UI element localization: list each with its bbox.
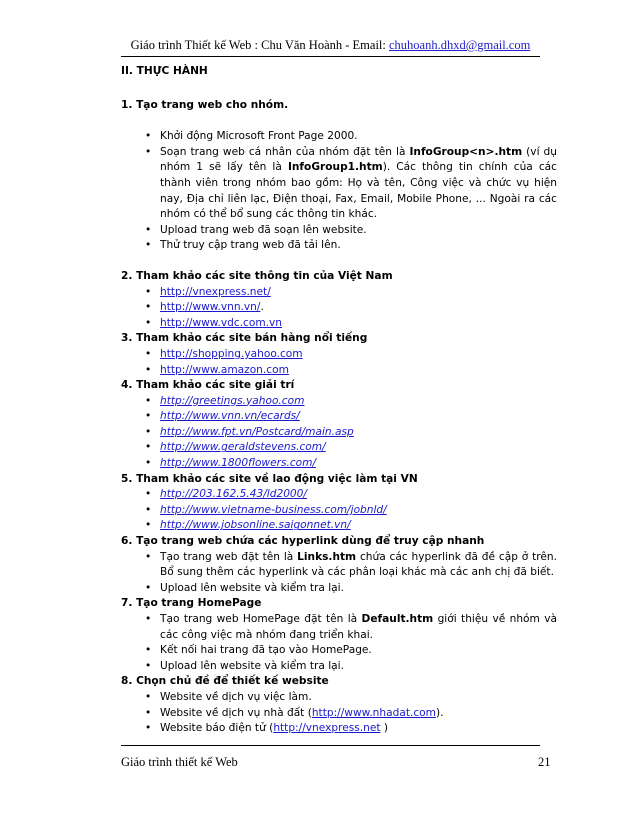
list-1: [121, 129, 557, 254]
header-text: Giáo trình Thiết kế Web : Chu Văn Hoành - Email:: [130, 38, 389, 52]
link-geraldstevens[interactable]: http://www.geraldstevens.com/: [160, 441, 326, 454]
heading-1: 1. Tạo trang web cho nhóm.: [121, 98, 289, 111]
link-nhadat[interactable]: http://www.nhadat.com: [311, 706, 436, 719]
list-item: • http://shopping.yahoo.com: [145, 347, 303, 360]
link-ld2000[interactable]: http://203.162.5.43/ld2000/: [160, 488, 307, 501]
list-8: [121, 690, 557, 737]
header-rule: [121, 56, 540, 57]
list-6: [121, 550, 557, 597]
link-fpt-postcard[interactable]: http://www.fpt.vn/Postcard/main.asp: [160, 425, 354, 438]
list-5: [121, 487, 557, 534]
list-item: • http://www.vnn.vn/.: [145, 301, 264, 314]
list-item: • http://www.vdc.com.vn: [145, 316, 283, 329]
list-item: • Upload lên website và kiểm tra lại.: [145, 581, 344, 594]
footer-text: Giáo trình thiết kế Web: [121, 755, 238, 769]
list-item: • Upload lên website và kiểm tra lại.: [145, 659, 344, 672]
list-4: [121, 394, 557, 472]
heading-7: 7. Tạo trang HomePage: [121, 597, 262, 610]
list-item: • Website báo điện tử (http://vnexpress.net ): [145, 722, 389, 735]
list-3: [121, 347, 557, 378]
list-item: • Upload trang web đã soạn lên website.: [145, 223, 367, 236]
list-item: • http://203.162.5.43/ld2000/: [145, 488, 307, 501]
heading-3: 3. Tham khảo các site bán hàng nổi tiếng: [121, 332, 368, 345]
page-header: [121, 38, 540, 53]
list-item: • Website về dịch vụ nhà đất (http://www.nhadat.com).: [145, 706, 444, 719]
list-item: • Tạo trang web HomePage đặt tên là Default.htm giới thiệu về nhóm và các công việc mà nhóm đang triển khai.: [145, 613, 557, 641]
list-item: • Tạo trang web đặt tên là Links.htm chứa các hyperlink đã đề cập ở trên. Bổ sung thêm các hyperlink và các phân loại khác mà các anh chị đã biết.: [145, 550, 558, 579]
list-item: • http://www.jobsonline.saigonnet.vn/: [145, 519, 351, 532]
heading-8: 8. Chọn chủ đề để thiết kế website: [121, 675, 329, 688]
list-item: • http://www.geraldstevens.com/: [145, 441, 326, 454]
link-1800flowers[interactable]: http://www.1800flowers.com/: [160, 457, 317, 470]
document-body: [121, 64, 557, 737]
link-shopping-yahoo[interactable]: http://shopping.yahoo.com: [160, 347, 303, 360]
link-vnn[interactable]: http://www.vnn.vn/: [160, 301, 261, 314]
header-email-link[interactable]: chuhoanh.dhxd@gmail.com: [388, 38, 531, 52]
list-item: • http://www.fpt.vn/Postcard/main.asp: [145, 425, 354, 438]
heading-5: 5. Tham khảo các site về lao động việc làm tại VN: [121, 472, 418, 485]
list-item: • Website về dịch vụ việc làm.: [145, 690, 312, 703]
list-item: • http://www.vietname-business.com/jobnld/: [145, 503, 387, 516]
link-vnexpress[interactable]: http://vnexpress.net/: [160, 285, 271, 298]
footer-rule: [121, 745, 540, 746]
link-amazon[interactable]: http://www.amazon.com: [160, 363, 289, 376]
list-item: • Kết nối hai trang đã tạo vào HomePage.: [145, 644, 372, 657]
link-vietname-business[interactable]: http://www.vietname-business.com/jobnld/: [160, 503, 387, 516]
heading-2: 2. Tham khảo các site thông tin của Việt Nam: [121, 269, 393, 282]
link-jobsonline[interactable]: http://www.jobsonline.saigonnet.vn/: [160, 519, 351, 532]
list-item: • Soạn trang web cá nhân của nhóm đặt tên là InfoGroup<n>.htm (ví dụ nhóm 1 sẽ lấy tên là InfoGroup1.htm). Các thông tin chính của các thành viên trong nhóm bao gồm: Họ và tên, Công việc và chức vụ hiện nay, Địa chỉ liên lạc, Điện thoại, Fax, Email, Mobile Phone, ... Ngoài ra các nhóm có thể bổ sung các thông tin khác.: [145, 145, 557, 221]
page-number: 21: [538, 755, 551, 769]
section-title: II. THỰC HÀNH: [121, 65, 208, 77]
list-2: [121, 285, 557, 332]
list-item: • Thử truy cập trang web đã tải lên.: [145, 239, 341, 252]
link-vnexpress-2[interactable]: http://vnexpress.net: [273, 722, 381, 735]
list-item: • http://greetings.yahoo.com: [145, 394, 305, 407]
list-item: • http://www.1800flowers.com/: [145, 457, 317, 470]
link-vdc[interactable]: http://www.vdc.com.vn: [160, 316, 283, 329]
heading-6: 6. Tạo trang web chứa các hyperlink dùng để truy cập nhanh: [121, 535, 485, 548]
list-7: [121, 612, 557, 674]
link-vnn-ecards[interactable]: http://www.vnn.vn/ecards/: [160, 410, 300, 423]
list-item: • http://www.amazon.com: [145, 363, 289, 376]
list-item: • http://www.vnn.vn/ecards/: [145, 410, 300, 423]
list-item: • Khởi động Microsoft Front Page 2000.: [145, 130, 358, 143]
heading-4: 4. Tham khảo các site giải trí: [121, 379, 295, 392]
link-greetings-yahoo[interactable]: http://greetings.yahoo.com: [160, 394, 305, 407]
list-item: • http://vnexpress.net/: [145, 285, 271, 298]
